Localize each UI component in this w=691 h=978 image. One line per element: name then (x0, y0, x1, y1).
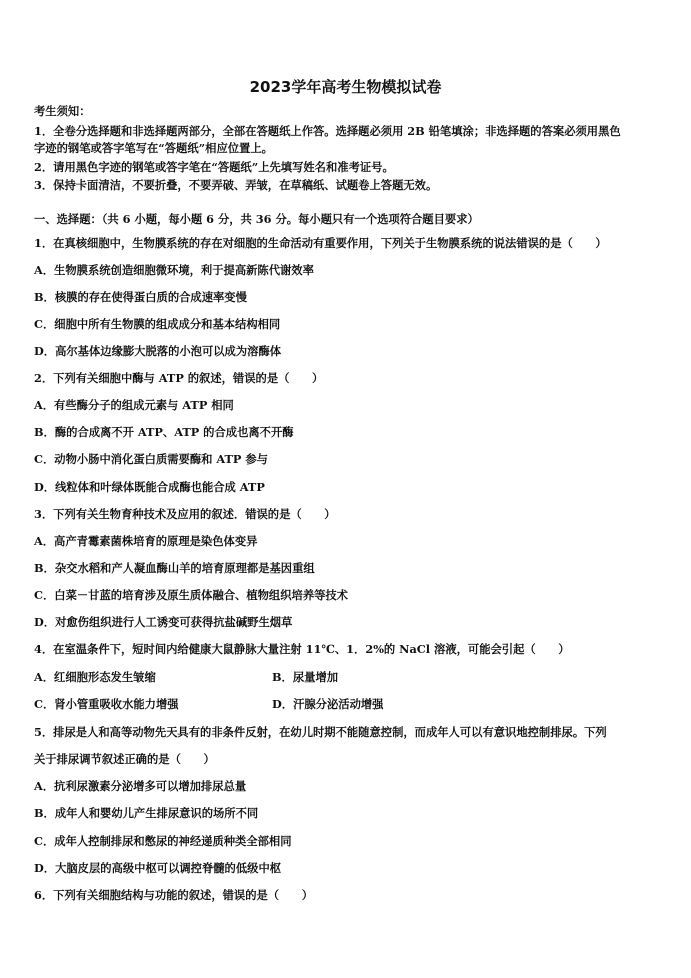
notice-line: 字迹的钢笔或答字笔写在“答题纸”相应位置上。 (34, 141, 273, 155)
option: B．酶的合成离不开 ATP、ATP 的合成也离不开酶 (34, 425, 294, 439)
option: B．核膜的存在使得蛋白质的合成速率变慢 (34, 290, 247, 304)
option: D．汗腺分泌活动增强 (272, 697, 384, 711)
notice-line: 1．全卷分选择题和非选择题两部分，全部在答题纸上作答。选择题必须用 2B 铅笔填涂；非选择题的答案必须用黑色 (34, 124, 621, 138)
option: C．白菜－甘蓝的培育涉及原生质体融合、植物组织培养等技术 (34, 588, 349, 602)
option: C．细胞中所有生物膜的组成成分和基本结构相同 (34, 317, 281, 331)
section-heading: 一、选择题：（共 6 小题，每小题 6 分，共 36 分。每小题只有一个选项符合题目要求） (34, 212, 479, 226)
option: C．成年人控制排尿和憋尿的神经递质种类全部相同 (34, 834, 292, 848)
question-stem: 2．下列有关细胞中酶与 ATP 的叙述，错误的是（ ） (34, 371, 324, 385)
option: A．高产青霉素菌株培育的原理是染色体变异 (34, 534, 258, 548)
question-stem: 4．在室温条件下，短时间内给健康大鼠静脉大量注射 11℃、1．2%的 NaCl 溶液，可能会引起（ ） (34, 642, 570, 656)
question-stem: 3．下列有关生物育种技术及应用的叙述．错误的是（ ） (34, 507, 336, 521)
option: D．对愈伤组织进行人工诱变可获得抗盐碱野生烟草 (34, 615, 293, 629)
option: B．杂交水稻和产人凝血酶山羊的培育原理都是基因重组 (34, 561, 315, 575)
question-stem: 6．下列有关细胞结构与功能的叙述，错误的是（ ） (34, 888, 313, 902)
question-stem: 关于排尿调节叙述正确的是（ ） (34, 752, 215, 766)
option: A．有些酶分子的组成元素与 ATP 相同 (34, 398, 234, 412)
option: A．红细胞形态发生皱缩 (34, 670, 156, 684)
question-stem: 1．在真核细胞中，生物膜系统的存在对细胞的生命活动有重要作用，下列关于生物膜系统的说法错误的是（ ） (34, 236, 607, 250)
notice-line: 2．请用黑色字迹的钢笔或答字笔在“答题纸”上先填写姓名和准考证号。 (34, 160, 394, 174)
option: C．肾小管重吸收水能力增强 (34, 697, 179, 711)
option: D．高尔基体边缘膨大脱落的小泡可以成为溶酶体 (34, 344, 282, 358)
notice-heading: 考生须知： (34, 104, 91, 118)
option: D．线粒体和叶绿体既能合成酶也能合成 ATP (34, 480, 265, 494)
option: A．生物膜系统创造细胞微环境，利于提高新陈代谢效率 (34, 263, 314, 277)
notice-line: 3．保持卡面清洁，不要折叠，不要弄破、弄皱，在草稿纸、试题卷上答题无效。 (34, 178, 438, 192)
option: B．成年人和婴幼儿产生排尿意识的场所不同 (34, 806, 259, 820)
option: A．抗利尿激素分泌增多可以增加排尿总量 (34, 779, 247, 793)
option: B．尿量增加 (272, 670, 339, 684)
question-stem: 5．排尿是人和高等动物先天具有的非条件反射，在幼儿时期不能随意控制，而成年人可以有意识地控制排尿。下列 (34, 725, 607, 739)
page-title: 2023学年高考生物模拟试卷 (249, 78, 442, 96)
option: C．动物小肠中消化蛋白质需要酶和 ATP 参与 (34, 452, 268, 466)
option: D．大脑皮层的高级中枢可以调控脊髓的低级中枢 (34, 861, 282, 875)
